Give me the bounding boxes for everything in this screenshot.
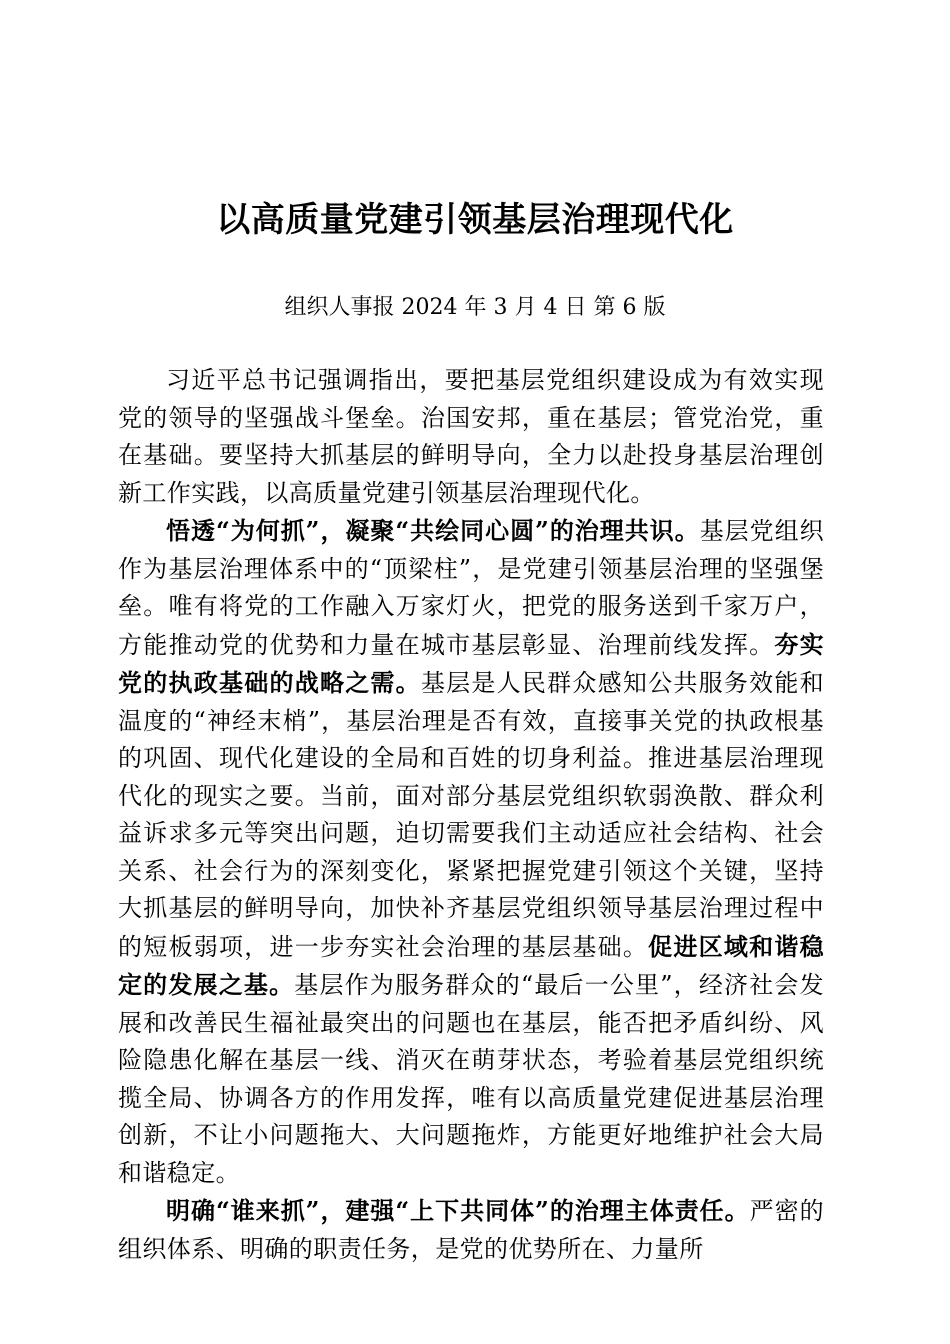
paragraph-why	[118, 512, 824, 1192]
paragraph-text: 习近平总书记强调指出，要把基层党组织建设成为有效实现党的领导的坚强战斗堡垒。治国安邦，重在基层；管党治党，重在基础。要坚持大抓基层的鲜明导向，全力以赴投身基层治理创新工作实践，以高质量党建引领基层治理现代化。	[118, 366, 824, 507]
article-title: 以高质量党建引领基层治理现代化	[216, 200, 734, 240]
paragraph-text: 基层作为服务群众的“最后一公里”，经济社会发展和改善民生福祉最突出的问题也在基层，能否把矛盾纠纷、风险隐患化解在基层一线、消灭在萌芽状态，考验着基层党组织统揽全局、协调各方的作用发挥，唯有以高质量党建促进基层治理创新，不让小问题拖大、大问题拖炸，方能更好地维护社会大局和谐稳定。	[118, 971, 824, 1187]
paragraph-text: 基层是人民群众感知公共服务效能和温度的“神经末梢”，基层治理是否有效，直接事关党的执政根基的巩固、现代化建设的全局和百姓的切身利益。推进基层治理现代化的现实之要。当前，面对部分基层党组织软弱涣散、群众利益诉求多元等突出问题，迫切需要我们主动适应社会结构、社会关系、社会行为的深刻变化，紧紧把握党建引领这个关键，坚持大抓基层的鲜明导向，加快补齐基层党组织领导基层治理过程中的短板弱项，进一步夯实社会治理的基层基础。	[118, 669, 824, 961]
section-heading-why: 悟透“为何抓”，凝聚“共绘同心圆”的治理共识。	[166, 516, 700, 545]
article-body	[118, 362, 824, 1268]
section-heading-who: 明确“谁来抓”，建强“上下共同体”的治理主体责任。	[166, 1196, 750, 1225]
subheading-development: 促进区域和谐稳定的发展之基。	[118, 931, 824, 999]
subheading-strategy: 夯实党的执政基础的战略之需。	[118, 629, 824, 697]
article-byline: 组织人事报 2024 年 3 月 4 日 第 6 版	[284, 295, 666, 320]
paragraph-text: 基层党组织作为基层治理体系中的“顶梁柱”，是党建引领基层治理的坚强堡垒。唯有将党的工作融入万家灯火，把党的服务送到千家万户，方能推动党的优势和力量在城市基层彰显、治理前线发挥。	[118, 517, 824, 659]
paragraph-intro	[118, 362, 824, 512]
paragraph-who	[118, 1192, 824, 1268]
paragraph-text: 严密的组织体系、明确的职责任务，是党的优势所在、力量所	[118, 1197, 825, 1263]
